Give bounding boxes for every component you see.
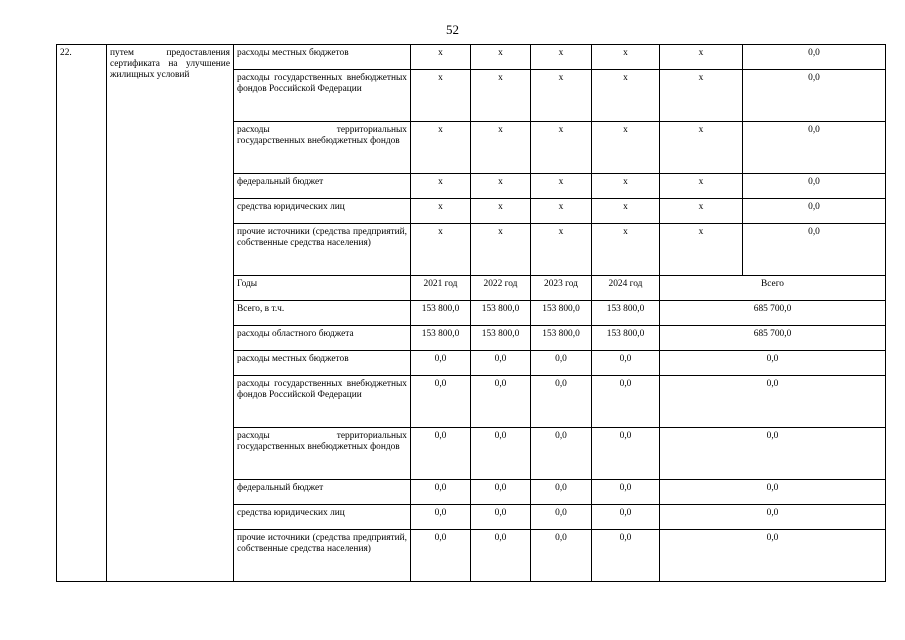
cell-value: x (471, 224, 531, 276)
cell-value: 0,0 (471, 480, 531, 505)
cell-value: 0,0 (531, 351, 592, 376)
cell-value: 0,0 (531, 376, 592, 428)
cell-total: 0,0 (660, 428, 886, 480)
cell-total: 0,0 (743, 70, 886, 122)
cell-value: x (471, 199, 531, 224)
cell-value: x (592, 224, 660, 276)
cell-value: 0,0 (531, 530, 592, 582)
cell-total: 0,0 (660, 376, 886, 428)
cell-value: x (411, 70, 471, 122)
category-label: расходы местных бюджетов (234, 351, 411, 376)
cell-value: x (471, 174, 531, 199)
cell-total: 0,0 (743, 45, 886, 70)
cell-value: 0,0 (592, 351, 660, 376)
cell-value: 0,0 (471, 428, 531, 480)
category-label: федеральный бюджет (234, 174, 411, 199)
cell-value: x (411, 199, 471, 224)
cell-total: 0,0 (743, 122, 886, 174)
cell-total: 0,0 (743, 224, 886, 276)
cell-value: 153 800,0 (531, 326, 592, 351)
cell-total: 0,0 (660, 351, 886, 376)
cell-value: 0,0 (411, 351, 471, 376)
years-header-label: Годы (234, 276, 411, 301)
cell-value: x (660, 224, 743, 276)
category-label: расходы местных бюджетов (234, 45, 411, 70)
cell-value: 153 800,0 (471, 326, 531, 351)
cell-value: x (592, 70, 660, 122)
table-row (57, 45, 886, 70)
cell-total: 0,0 (660, 530, 886, 582)
category-label: расходы государственных внебюджетных фондов Российской Федерации (234, 70, 411, 122)
total-header: Всего (660, 276, 886, 301)
cell-value: 0,0 (531, 480, 592, 505)
cell-value: 0,0 (592, 428, 660, 480)
cell-value: x (592, 174, 660, 199)
cell-value: 0,0 (411, 480, 471, 505)
category-label: расходы территориальных государственных внебюджетных фондов (234, 428, 411, 480)
year-header: 2024 год (592, 276, 660, 301)
cell-value: 0,0 (471, 351, 531, 376)
cell-value: 153 800,0 (592, 326, 660, 351)
category-label: прочие источники (средства предприятий, собственные средства населения) (234, 224, 411, 276)
cell-value: x (592, 122, 660, 174)
category-label: прочие источники (средства предприятий, собственные средства населения) (234, 530, 411, 582)
row-number: 22. (57, 45, 107, 582)
cell-value: 0,0 (411, 428, 471, 480)
cell-value: x (411, 122, 471, 174)
cell-value: 0,0 (411, 376, 471, 428)
cell-value: x (471, 70, 531, 122)
year-header: 2022 год (471, 276, 531, 301)
funding-table (56, 44, 886, 582)
cell-value: x (592, 45, 660, 70)
cell-value: 0,0 (471, 505, 531, 530)
category-label: федеральный бюджет (234, 480, 411, 505)
cell-value: 0,0 (592, 505, 660, 530)
cell-value: x (531, 174, 592, 199)
category-label: средства юридических лиц (234, 505, 411, 530)
cell-total: 0,0 (743, 199, 886, 224)
cell-value: x (531, 122, 592, 174)
cell-value: 0,0 (592, 376, 660, 428)
cell-value: 0,0 (592, 480, 660, 505)
cell-value: x (531, 224, 592, 276)
cell-value: x (660, 45, 743, 70)
year-header: 2021 год (411, 276, 471, 301)
cell-value: 153 800,0 (592, 301, 660, 326)
category-label: расходы государственных внебюджетных фондов Российской Федерации (234, 376, 411, 428)
cell-value: x (411, 174, 471, 199)
cell-value: x (531, 199, 592, 224)
page-number: 52 (446, 22, 459, 37)
cell-total: 0,0 (743, 174, 886, 199)
category-label: расходы территориальных государственных внебюджетных фондов (234, 122, 411, 174)
cell-value: x (592, 199, 660, 224)
cell-value: x (660, 122, 743, 174)
cell-total: 0,0 (660, 505, 886, 530)
cell-value: 153 800,0 (531, 301, 592, 326)
cell-value: 153 800,0 (411, 326, 471, 351)
cell-value: 0,0 (471, 530, 531, 582)
cell-total: 685 700,0 (660, 301, 886, 326)
cell-value: x (660, 199, 743, 224)
category-label: Всего, в т.ч. (234, 301, 411, 326)
cell-total: 0,0 (660, 480, 886, 505)
cell-value: 0,0 (471, 376, 531, 428)
cell-value: 0,0 (592, 530, 660, 582)
cell-value: 0,0 (411, 530, 471, 582)
cell-value: x (531, 45, 592, 70)
category-label: средства юридических лиц (234, 199, 411, 224)
cell-value: x (660, 70, 743, 122)
cell-value: 0,0 (411, 505, 471, 530)
measure-description: путем предоставления сертификата на улучшение жилищных условий (107, 45, 234, 582)
cell-value: x (471, 45, 531, 70)
cell-value: 0,0 (531, 505, 592, 530)
cell-value: x (411, 224, 471, 276)
cell-value: 153 800,0 (471, 301, 531, 326)
cell-value: x (471, 122, 531, 174)
cell-value: 153 800,0 (411, 301, 471, 326)
category-label: расходы областного бюджета (234, 326, 411, 351)
cell-value: x (660, 174, 743, 199)
cell-total: 685 700,0 (660, 326, 886, 351)
year-header: 2023 год (531, 276, 592, 301)
cell-value: x (531, 70, 592, 122)
cell-value: x (411, 45, 471, 70)
cell-value: 0,0 (531, 428, 592, 480)
